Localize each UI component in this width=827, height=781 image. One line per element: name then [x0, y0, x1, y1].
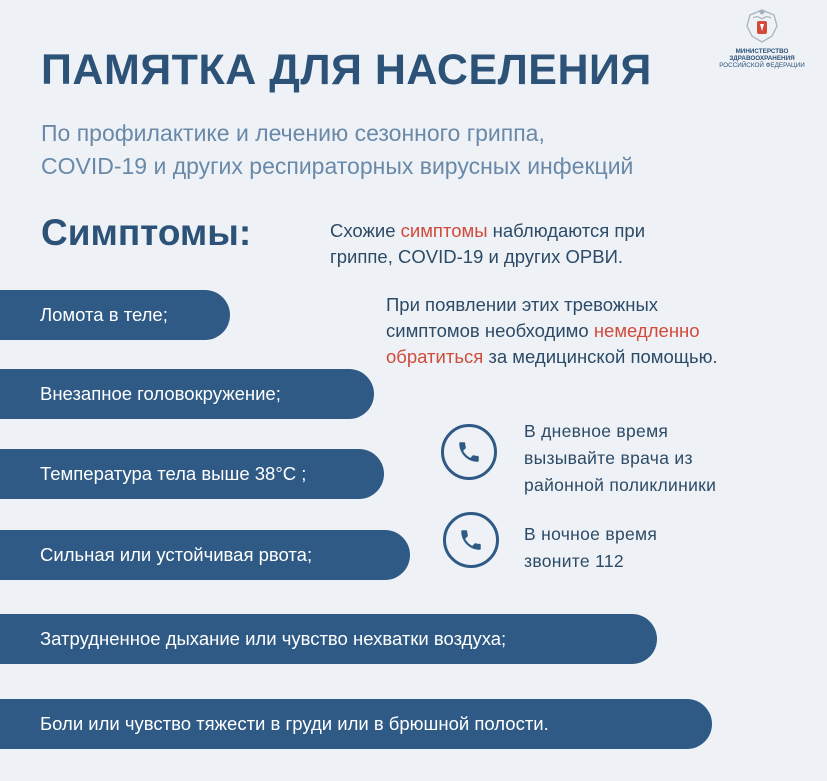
warning-highlight-2: обратиться: [386, 346, 484, 367]
page-subtitle: [41, 117, 633, 183]
symptom-item: Сильная или устойчивая рвота;: [0, 530, 410, 580]
symptom-item: Температура тела выше 38°C ;: [0, 449, 384, 499]
warning-line-2: симптомов необходимо: [386, 320, 594, 341]
symptom-item: Боли или чувство тяжести в груди или в брюшной полости.: [0, 699, 712, 749]
phone-icon: [443, 512, 499, 568]
warning-text: [386, 292, 718, 370]
day-call-info: [524, 418, 716, 499]
intro-text-end: наблюдаются при: [487, 220, 646, 241]
day-line-1: В дневное время: [524, 421, 669, 441]
subtitle-line-1: По профилактике и лечению сезонного гриппа,: [41, 120, 545, 146]
phone-icon: [441, 424, 497, 480]
warning-line-3: за медицинской помощью.: [483, 346, 718, 367]
emblem-icon: [743, 6, 781, 46]
ministry-logo: [712, 6, 812, 69]
intro-text: Схожие: [330, 220, 401, 241]
intro-highlight: симптомы: [400, 220, 488, 241]
warning-line-1: При появлении этих тревожных: [386, 294, 659, 315]
subtitle-line-2: COVID-19 и других респираторных вирусных инфекций: [41, 153, 634, 179]
logo-line-3: РОССИЙСКОЙ ФЕДЕРАЦИИ: [719, 62, 805, 69]
night-call-info: [524, 521, 657, 575]
symptoms-heading: Симптомы:: [41, 212, 252, 253]
logo-line-1: МИНИСТЕРСТВО: [735, 48, 789, 55]
warning-highlight-1: немедленно: [593, 320, 700, 341]
page-title: ПАМЯТКА ДЛЯ НАСЕЛЕНИЯ: [41, 46, 652, 94]
night-line-2: звоните 112: [524, 551, 624, 571]
day-line-2: вызывайте врача из: [524, 448, 693, 468]
night-line-1: В ночное время: [524, 524, 658, 544]
symptom-item: Внезапное головокружение;: [0, 369, 374, 419]
day-line-3: районной поликлиники: [524, 475, 717, 495]
symptom-item: Ломота в теле;: [0, 290, 230, 340]
intro-line-2: гриппе, COVID-19 и других ОРВИ.: [330, 246, 624, 267]
symptom-item: Затрудненное дыхание или чувство нехватки воздуха;: [0, 614, 657, 664]
symptoms-intro: [330, 218, 645, 270]
logo-line-2: ЗДРАВООХРАНЕНИЯ: [729, 55, 795, 62]
